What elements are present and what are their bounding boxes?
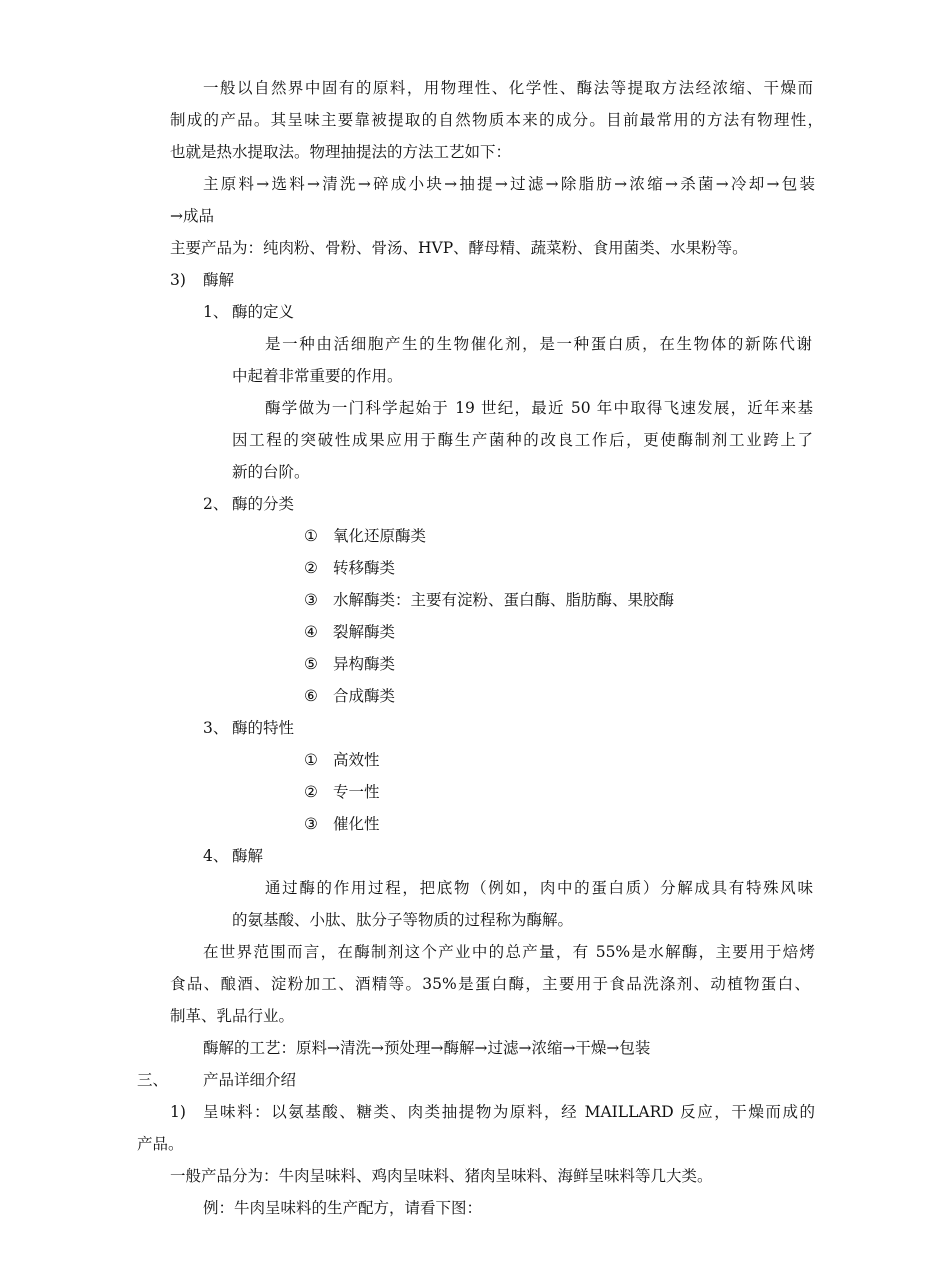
intro-line-1: 一般以自然界中固有的原料，用物理性、化学性、酶法等提取方法经浓缩、干燥而	[203, 79, 813, 97]
hydrolysis-line-1: 通过酶的作用过程，把底物（例如，肉中的蛋白质）分解成具有特殊风味	[265, 879, 813, 897]
list-item: 异构酶类	[333, 655, 396, 673]
chapter-3-title: 产品详细介绍	[203, 1071, 297, 1089]
list-marker: ②	[304, 783, 318, 801]
item-4-number: 4、	[203, 847, 229, 865]
list-marker: ⑤	[304, 655, 318, 673]
list-item: 转移酶类	[333, 559, 396, 577]
history-line-3: 新的台阶。	[232, 463, 310, 481]
list-marker: ③	[304, 815, 318, 833]
chapter-3-number: 三、	[137, 1071, 169, 1089]
hydrolysis-process: 酶解的工艺：原料→清洗→预处理→酶解→过滤→浓缩→干燥→包装	[203, 1039, 651, 1057]
definition-line-2: 中起着非常重要的作用。	[232, 367, 403, 385]
definition-line-1: 是一种由活细胞产生的生物催化剂，是一种蛋白质，在生物体的新陈代谢	[265, 335, 812, 353]
product-1-line-1: 呈味料：以氨基酸、糖类、肉类抽提物为原料，经 MAILLARD 反应，干燥而成的	[203, 1103, 815, 1121]
process-line-1: 主原料→选料→清洗→碎成小块→抽提→过滤→除脂肪→浓缩→杀菌→冷却→包装	[203, 175, 816, 193]
list-item: 水解酶类：主要有淀粉、蛋白酶、脂肪酶、果胶酶	[333, 591, 675, 609]
item-2-number: 2、	[203, 495, 229, 513]
list-item: 专一性	[333, 783, 380, 801]
product-1-number: 1)	[170, 1103, 186, 1121]
world-line-1: 在世界范围而言，在酶制剂这个产业中的总产量，有 55%是水解酶，主要用于焙烤	[203, 943, 815, 961]
item-1-number: 1、	[203, 303, 229, 321]
history-line-1: 酶学做为一门科学起始于 19 世纪，最近 50 年中取得飞速发展，近年来基	[265, 399, 813, 417]
section-3-title: 酶解	[203, 271, 235, 289]
history-line-2: 因工程的突破性成果应用于酶生产菌种的改良工作后，更使酶制剂工业跨上了	[232, 431, 813, 449]
list-item: 高效性	[333, 751, 380, 769]
item-4-title: 酶解	[232, 847, 264, 865]
intro-line-2: 制成的产品。其呈味主要靠被提取的自然物质本来的成分。目前最常用的方法有物理性，	[170, 111, 823, 129]
item-3-number: 3、	[203, 719, 229, 737]
item-3-title: 酶的特性	[232, 719, 295, 737]
section-3-number: 3)	[170, 271, 186, 289]
formula-example: 例：牛肉呈味料的生产配方，请看下图：	[203, 1199, 483, 1217]
list-item: 氧化还原酶类	[333, 527, 427, 545]
intro-line-3: 也就是热水提取法。物理抽提法的方法工艺如下：	[170, 143, 512, 161]
list-item: 裂解酶类	[333, 623, 396, 641]
product-categories: 一般产品分为：牛肉呈味料、鸡肉呈味料、猪肉呈味料、海鲜呈味料等几大类。	[170, 1167, 713, 1185]
hydrolysis-line-2: 的氨基酸、小肽、肽分子等物质的过程称为酶解。	[232, 911, 574, 929]
world-line-3: 制革、乳品行业。	[170, 1007, 295, 1025]
product-1-line-2: 产品。	[137, 1135, 184, 1153]
list-item: 合成酶类	[333, 687, 396, 705]
list-marker: ⑥	[304, 687, 318, 705]
list-marker: ③	[304, 591, 318, 609]
list-marker: ①	[304, 527, 318, 545]
item-2-title: 酶的分类	[232, 495, 295, 513]
world-line-2: 食品、酿酒、淀粉加工、酒精等。35%是蛋白酶，主要用于食品洗涤剂、动植物蛋白、	[170, 975, 810, 993]
list-item: 催化性	[333, 815, 380, 833]
list-marker: ②	[304, 559, 318, 577]
item-1-title: 酶的定义	[232, 303, 295, 321]
list-marker: ④	[304, 623, 318, 641]
list-marker: ①	[304, 751, 318, 769]
process-line-2: →成品	[170, 207, 214, 225]
main-products: 主要产品为：纯肉粉、骨粉、骨汤、HVP、酵母精、蔬菜粉、食用菌类、水果粉等。	[170, 239, 748, 257]
